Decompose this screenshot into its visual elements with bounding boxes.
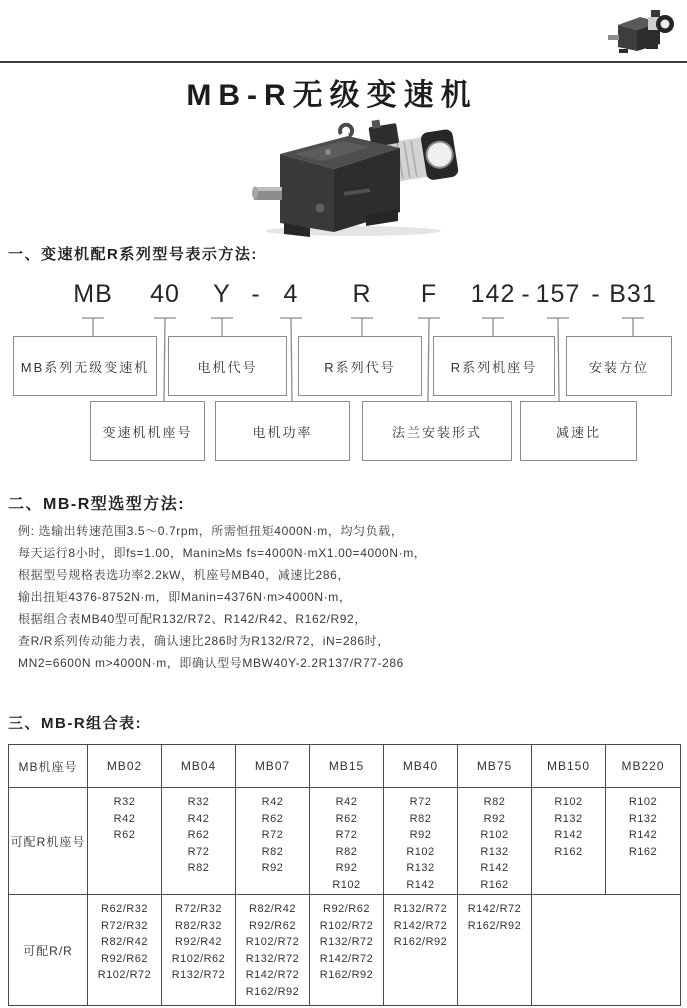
example-line: 根据组合表MB40型可配R132/R72、R142/R42、R162/R92，: [18, 612, 367, 626]
diagram-box: 安装方位: [566, 336, 672, 396]
cell-value: R102: [628, 796, 658, 808]
code-token: MB: [73, 280, 113, 308]
cell-value: R92: [483, 812, 506, 825]
table-column-header: MB40: [384, 745, 458, 788]
cell-value: R142/R72: [319, 952, 374, 965]
cell-value: R102: [406, 845, 435, 858]
cell-value: R42: [187, 812, 210, 825]
cell-value: R132/R72: [171, 969, 226, 981]
diagram-box: MB系列无级变速机: [13, 336, 157, 396]
table-corner-header: MB机座号: [9, 745, 88, 788]
cell-value: R92/R62: [323, 903, 370, 915]
table-row-label: 可配R机座号: [9, 788, 88, 895]
model-code-diagram: [0, 272, 687, 467]
cell-value: R72: [335, 829, 358, 841]
cell-value: R142: [480, 862, 509, 874]
cell-value: R42: [113, 812, 136, 825]
cell-value: R102/R72: [319, 919, 374, 932]
section-3-heading: 三、MB-R组合表:: [8, 715, 143, 732]
cell-value: R162/R92: [393, 936, 448, 948]
cell-value: R132/R72: [319, 936, 374, 948]
cell-value: R142: [406, 878, 435, 891]
code-token: B31: [609, 280, 657, 308]
table-column-header: MB07: [236, 745, 310, 788]
diagram-box: 变速机机座号: [90, 401, 205, 461]
example-line: 查R/R系列传动能力表，确认速比286时为R132/R72，iN=286时，: [18, 634, 390, 648]
example-line: 每天运行8小时，即fs=1.00，Manin≥Ms fs=4000N·mX1.00=4000N·m，: [18, 546, 427, 560]
table-column-header: MB75: [458, 745, 532, 788]
cell-value: R82: [483, 796, 506, 808]
cell-value: R72/R32: [175, 903, 222, 915]
cell-value: R162/R92: [245, 985, 300, 998]
cell-value: R142/R72: [245, 969, 300, 981]
cell-value: R162/R92: [467, 919, 522, 932]
diagram-box: 电机代号: [168, 336, 287, 396]
cell-value: R162: [480, 878, 509, 891]
cell-value: R102: [554, 796, 583, 808]
table-data-cell: [458, 788, 532, 895]
diagram-box: 减速比: [520, 401, 637, 461]
table-data-cell: [236, 895, 310, 1006]
cell-value: R62: [261, 812, 284, 825]
section-2-heading: 二、MB-R型选型方法:: [8, 496, 186, 513]
code-token: 40: [150, 280, 180, 308]
cell-value: R82: [335, 845, 358, 858]
cell-value: R42: [335, 796, 358, 808]
cell-value: R82/R42: [101, 936, 148, 948]
page-title: MB-R无级变速机: [186, 79, 478, 112]
table-column-header: MB220: [606, 745, 681, 788]
section-1-heading: 一、变速机配R系列型号表示方法:: [8, 246, 258, 263]
table-column-header: MB15: [310, 745, 384, 788]
diagram-box: 电机功率: [215, 401, 350, 461]
diagram-box: 法兰安装形式: [362, 401, 512, 461]
code-token: 4: [283, 280, 299, 308]
table-data-cell: [532, 788, 606, 895]
cell-value: R142: [554, 829, 583, 841]
cell-value: R32: [187, 796, 210, 808]
corner-machine-icon: [606, 8, 680, 60]
cell-value: R162/R92: [319, 969, 374, 981]
cell-value: R82: [409, 812, 432, 825]
example-line: MN2=6600N m>4000N·m，即确认型号MBW40Y-2.2R137/R77-286: [18, 656, 404, 670]
cell-value: R62/R32: [101, 903, 148, 915]
code-token: F: [420, 280, 438, 308]
table-data-cell: [88, 895, 162, 1006]
example-line: 例: 选输出转速范围3.5～0.7rpm，所需恒扭矩4000N·m，均匀负载，: [18, 524, 404, 538]
code-token: 142: [470, 280, 516, 308]
cell-value: R72/R32: [101, 919, 148, 932]
cell-value: R72: [409, 796, 432, 808]
code-token: Y: [213, 280, 231, 308]
example-line: 输出扭矩4376-8752N·m，即Manin=4376N·m>4000N·m，: [18, 590, 352, 604]
cell-value: R62: [187, 829, 210, 841]
table-data-cell: [88, 788, 162, 895]
cell-value: R132: [406, 862, 435, 874]
code-token: -: [591, 280, 601, 308]
cell-value: R132/R72: [393, 903, 448, 915]
cell-value: R82: [261, 845, 284, 858]
cell-value: R132: [628, 812, 658, 825]
selection-example: [18, 520, 426, 674]
code-token: -: [521, 280, 531, 308]
cell-value: R62: [335, 812, 358, 825]
cell-value: R142: [628, 829, 658, 841]
table-column-header: MB150: [532, 745, 606, 788]
cell-value: R132: [554, 812, 583, 825]
cell-value: R132/R72: [245, 952, 300, 965]
table-data-cell: [236, 788, 310, 895]
cell-value: R92/R42: [175, 936, 222, 948]
cell-value: R82/R42: [249, 903, 296, 915]
example-line: 根据型号规格表选功率2.2kW，机座号MB40，减速比286，: [18, 568, 350, 582]
code-token: 157: [535, 280, 581, 308]
cell-value: R62: [113, 829, 136, 841]
cell-value: R42: [261, 796, 284, 808]
cell-value: R32: [113, 796, 136, 808]
table-row-label: 可配R/R: [9, 895, 88, 1006]
table-data-cell: [532, 895, 681, 1006]
cell-value: R92/R62: [249, 919, 296, 932]
cell-value: R72: [261, 829, 284, 841]
table-data-cell: [458, 895, 532, 1006]
diagram-box: R系列代号: [298, 336, 422, 396]
cell-value: R142/R72: [467, 903, 522, 915]
table-data-cell: [384, 788, 458, 895]
table-data-cell: [162, 895, 236, 1006]
table-data-cell: [310, 788, 384, 895]
combination-table: [8, 744, 681, 1006]
table-column-header: MB02: [88, 745, 162, 788]
cell-value: R92/R62: [101, 952, 148, 965]
cell-value: R142/R72: [393, 919, 448, 932]
table-data-cell: [310, 895, 384, 1006]
cell-value: R102/R72: [97, 969, 152, 981]
cell-value: R102/R62: [171, 952, 226, 965]
cell-value: R102/R72: [245, 936, 300, 948]
cell-value: R92: [335, 862, 358, 874]
table-data-cell: [162, 788, 236, 895]
diagram-box: R系列机座号: [433, 336, 555, 396]
table-data-cell: [606, 788, 681, 895]
cell-value: R162: [628, 845, 658, 858]
code-token: -: [251, 280, 261, 308]
code-token: R: [352, 280, 372, 308]
cell-value: R82/R32: [175, 919, 222, 932]
cell-value: R102: [332, 878, 361, 891]
cell-value: R132: [480, 845, 509, 858]
cell-value: R92: [409, 829, 432, 841]
cell-value: R92: [261, 862, 284, 874]
cell-value: R82: [187, 862, 210, 874]
machine-photo: [248, 112, 466, 238]
cell-value: R102: [480, 829, 509, 841]
header-rule: [0, 61, 687, 63]
table-column-header: MB04: [162, 745, 236, 788]
cell-value: R162: [554, 845, 583, 858]
table-data-cell: [384, 895, 458, 1006]
cell-value: R72: [187, 845, 210, 858]
